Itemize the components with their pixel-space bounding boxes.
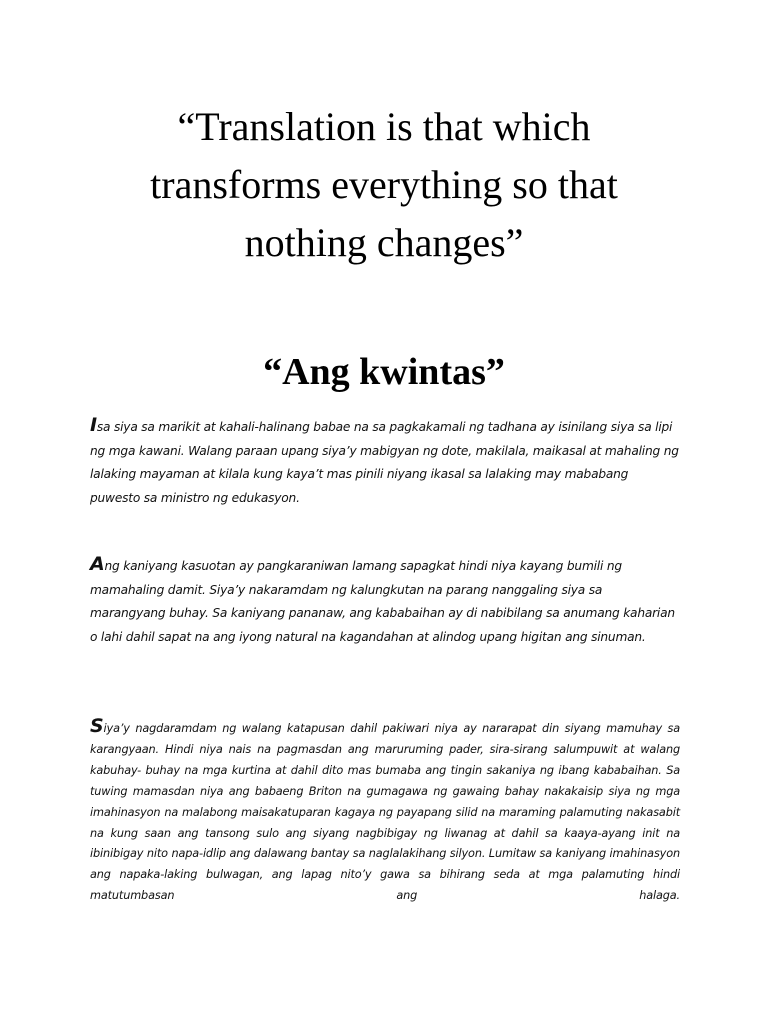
story-paragraph-3 (90, 717, 680, 907)
story-title: “Ang kwintas” (263, 351, 505, 393)
story-paragraph-1 (90, 416, 680, 510)
epigraph-line-1: “Translation is that which (177, 104, 591, 149)
paragraph-initial: I (90, 414, 97, 436)
paragraph-text: ng kaniyang kasuotan ay pangkaraniwan lamang sapagkat hindi niya kayang bumili ng mamahaling damit. Siya’y nakaramdam ng kalungkutan na parang nanggaling siya sa marangyang buhay. Sa kaniyang pananaw, ang kababaihan ay di nabibilang sa anumang kaharian o lahi dahil sapat na ang iyong natural na kagandahan at alindog upang higitan ang sinuman. (90, 559, 675, 644)
paragraph-text: sa siya sa marikit at kahali-halinang babae na sa pagkakamali ng tadhana ay isinilang siya sa lipi ng mga kawani. Walang paraan upang siya’y mabigyan ng dote, makilala, maikasal at mahaling ng lalaking mayaman at kilala kung kaya’t mas pinili niyang ikasal sa lalaking may mababang puwesto sa ministro ng edukasyon. (90, 420, 679, 505)
story-paragraph-2 (90, 555, 680, 649)
epigraph-quote (60, 98, 708, 272)
paragraph-text: iya’y nagdaramdam ng walang katapusan dahil pakiwari niya ay nararapat din siyang mamuhay sa karangyaan. Hindi niya nais na pagmasdan ang maruruming pader, sira-sirang salumpuwit at walang kabuhay- buhay na mga kurtina at dahil dito mas bumaba ang tingin sakaniya ng ibang kababaihan. Sa tuwing mamasdan niya ang babaeng Briton na gumagawa ng gawaing bahay nakakaisip siya ng mga imahinasyon na malabong maisakatuparan kagaya ng payapang silid na maraming palamuting nakasabit na kung saan ang tansong sulo ang siyang nagbibigay ng liwanag at dahil sa kaaya-ayang init na ibinibigay nito napa-idlip ang dalawang bantay sa naglalakihang silyon. Lumitaw sa kaniyang imahinasyon ang napaka-laking bulwagan, ang lapag nito’y gawa sa bihirang seda at mga palamuting hindi matutumbasan ang halaga. (90, 722, 680, 903)
epigraph-line-2: transforms everything so that (150, 162, 618, 207)
paragraph-initial: A (90, 553, 105, 575)
epigraph-line-3: nothing changes” (244, 220, 524, 265)
paragraph-initial: S (90, 715, 104, 737)
